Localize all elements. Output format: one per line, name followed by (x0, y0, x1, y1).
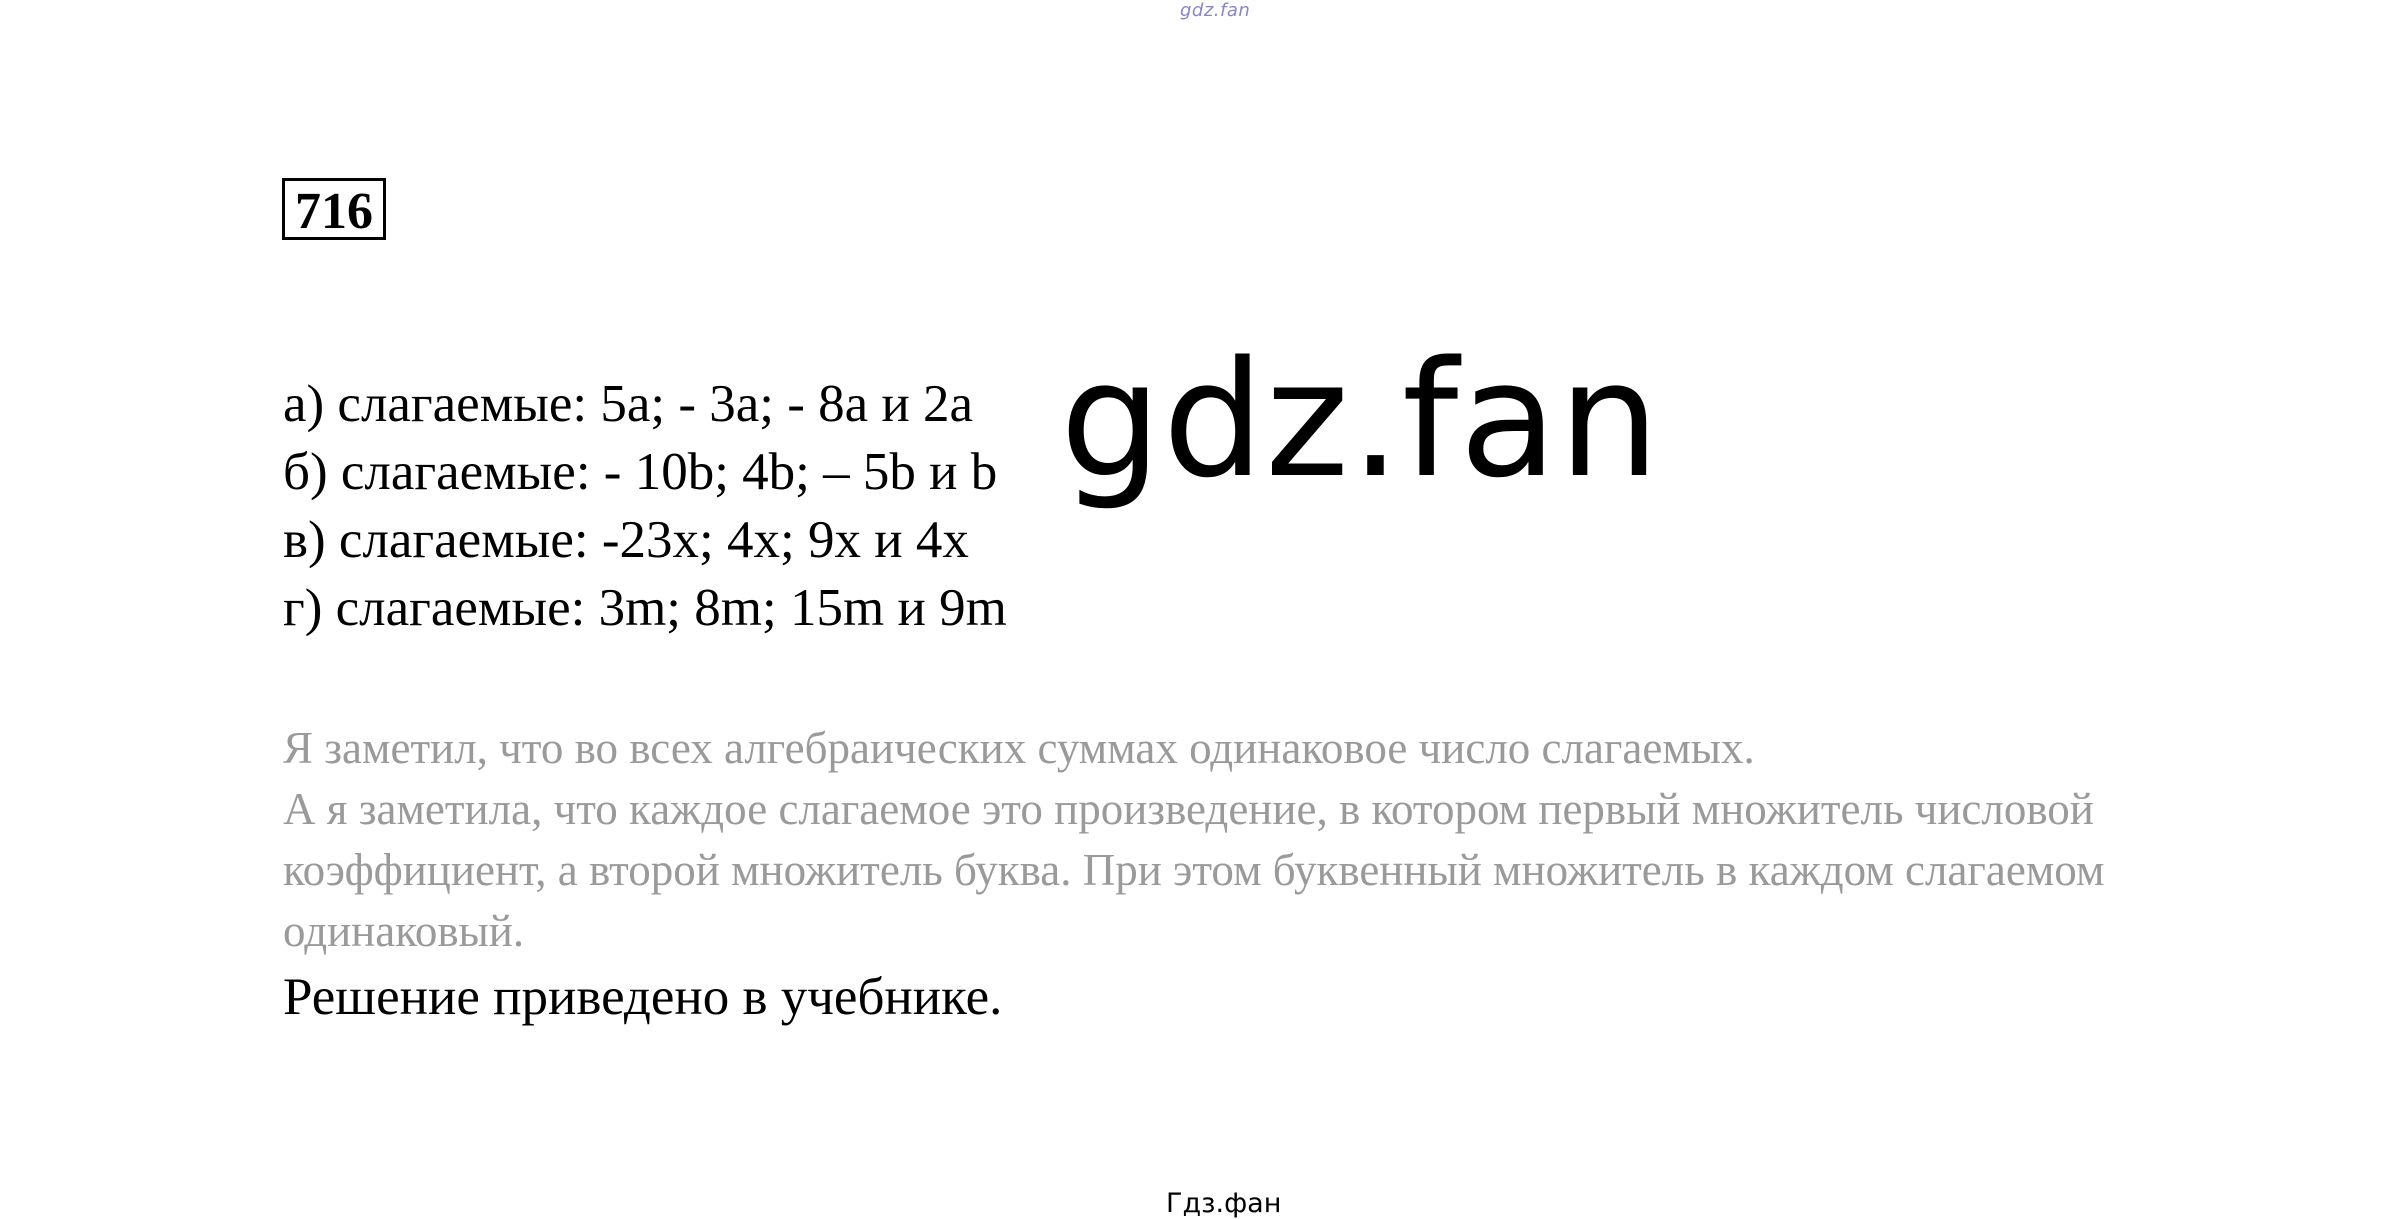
term-line-a (283, 370, 1007, 438)
term-value-a: 5a; - 3a; - 8a и 2a (600, 375, 974, 433)
term-value-c: -23x; 4x; 9x и 4x (601, 511, 969, 569)
term-line-b (283, 438, 1007, 506)
bottom-watermark: Гдз.фан (1166, 1188, 1282, 1219)
term-label-c: в) слагаемые: (283, 511, 602, 569)
term-line-c (283, 506, 1007, 574)
term-value-b: - 10b; 4b; – 5b и b (603, 443, 998, 501)
top-watermark: gdz.fan (1180, 0, 1251, 21)
note-2: А я заметила, что каждое слагаемое это произведение, в котором первый множитель числовой коэффициент, а второй множитель буква. При этом буквенный множитель в каждом слагаемом одинаковый. (283, 784, 2105, 956)
site-watermark: gdz.fan (1060, 326, 1661, 513)
terms-list (283, 370, 1007, 642)
term-label-d: г) слагаемые: (283, 579, 599, 637)
observation-notes (283, 718, 2183, 962)
term-value-d: 3m; 8m; 15m и 9m (598, 579, 1007, 637)
term-label-b: б) слагаемые: (283, 443, 604, 501)
term-label-a: а) слагаемые: (283, 375, 601, 433)
term-line-d (283, 574, 1007, 642)
task-number: 716 (282, 178, 386, 240)
note-1: Я заметил, что во всех алгебраических суммах одинаковое число слагаемых. (283, 723, 1755, 773)
conclusion-text: Решение приведено в учебнике. (283, 968, 1003, 1026)
